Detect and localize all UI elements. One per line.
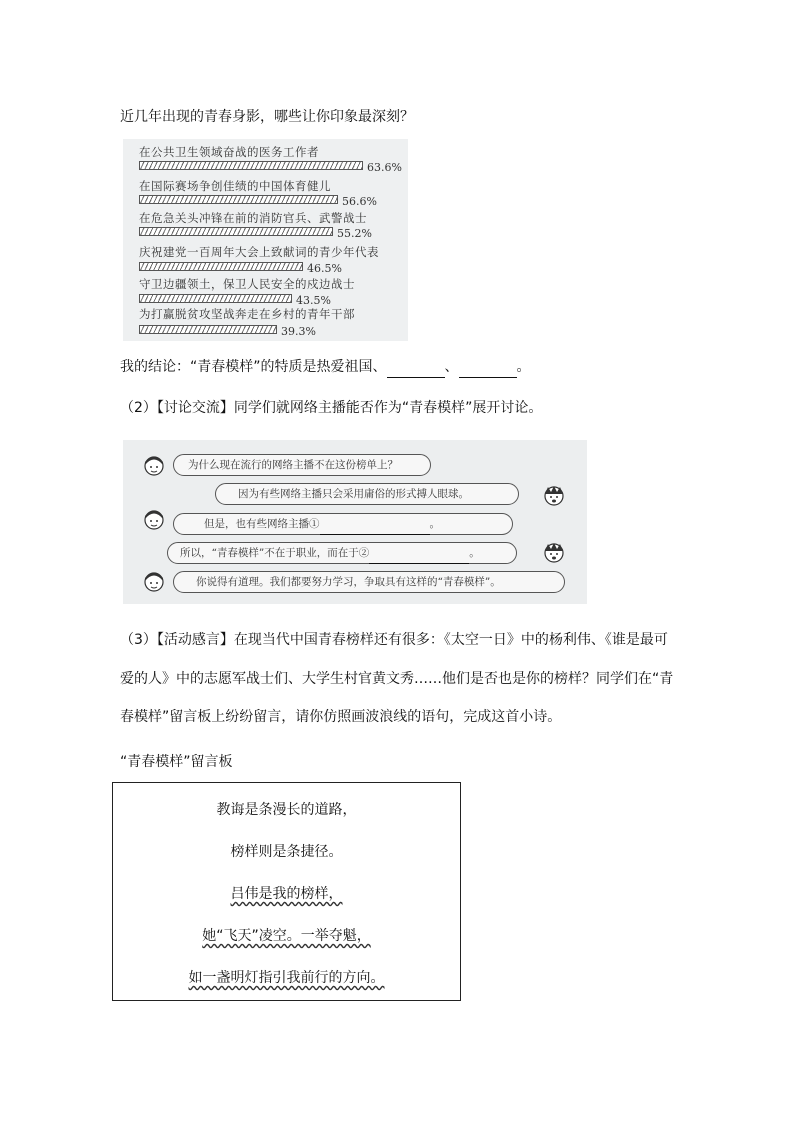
survey-bar — [139, 195, 338, 204]
survey-label: 守卫边疆领土，保卫人民安全的戍边战士 — [139, 277, 355, 291]
dialogue-figure — [123, 440, 587, 604]
poem-line: 榜样则是条捷径。 — [230, 844, 343, 860]
speech-bubble — [167, 542, 517, 564]
poem-line — [113, 884, 460, 904]
speech-bubble-text: 但是，也有些网络主播① — [204, 518, 320, 530]
part3-line-1: （3）【活动感言】在现当代中国青春榜样还有很多：《太空一日》中的杨利伟、《谁是最可 — [120, 632, 668, 648]
survey-bar — [139, 262, 303, 271]
speech-bubble — [173, 513, 513, 535]
conclusion-separator: 、 — [444, 359, 459, 375]
poem-wavy-text: 如一盏明灯指引我前行的方向。 — [188, 970, 385, 986]
dialogue-blank-end: 。 — [429, 518, 440, 530]
answer-blank-2[interactable] — [459, 357, 517, 378]
survey-bar — [139, 294, 292, 303]
survey-bar — [139, 325, 277, 334]
poem-line: 教诲是条漫长的道路， — [216, 802, 357, 818]
survey-label: 庆祝建党一百周年大会上致献词的青少年代表 — [139, 245, 379, 259]
survey-percent: 39.3% — [281, 325, 316, 338]
dialogue-blank-end: 。 — [469, 547, 480, 559]
part3-line-2: 爱的人》中的志愿军战士们、大学生村官黄文秀……他们是否也是你的榜样？同学们在“青 — [120, 671, 674, 687]
poem-line — [113, 926, 460, 946]
student-face-icon — [143, 454, 165, 476]
survey-label: 为打赢脱贫攻坚战奔走在乡村的青年干部 — [139, 307, 355, 321]
poem-line — [113, 968, 460, 988]
speech-bubble-text: 所以，“青春模样”不在于职业，而在于② — [180, 547, 370, 559]
answer-blank-1[interactable] — [387, 357, 445, 378]
student-face-icon — [543, 484, 565, 506]
speech-bubble: 你说得有道理。我们都要努力学习，争取具有这样的“青春模样”。 — [173, 571, 565, 593]
dialogue-blank-2[interactable] — [369, 543, 469, 564]
conclusion-text: 我的结论：“青春模样”的特质是热爱祖国、 — [120, 359, 387, 375]
survey-percent: 55.2% — [337, 227, 372, 240]
board-title: “青春模样”留言板 — [120, 754, 233, 770]
speech-bubble: 为什么现在流行的网络主播不在这份榜单上？ — [173, 454, 431, 476]
survey-percent: 46.5% — [307, 262, 342, 275]
student-face-icon — [543, 541, 565, 563]
speech-bubble: 因为有些网络主播只会采用庸俗的形式搏人眼球。 — [215, 483, 519, 505]
survey-percent: 56.6% — [342, 195, 377, 208]
poem-wavy-text: 吕伟是我的榜样， — [230, 886, 343, 902]
message-board — [112, 782, 461, 1001]
conclusion-end: 。 — [516, 359, 531, 375]
survey-label: 在国际赛场争创佳绩的中国体育健儿 — [139, 179, 331, 193]
part2-prompt: （2）【讨论交流】同学们就网络主播能否作为“青春模样”展开讨论。 — [120, 400, 543, 416]
survey-percent: 63.6% — [367, 161, 402, 174]
student-face-icon — [143, 570, 165, 592]
student-face-icon — [143, 508, 165, 530]
poem-wavy-text: 她“飞天”凌空。一举夺魁， — [202, 928, 371, 944]
survey-label: 在公共卫生领域奋战的医务工作者 — [139, 145, 319, 159]
survey-percent: 43.5% — [296, 294, 331, 307]
part3-line-3: 春模样”留言板上纷纷留言，请你仿照画波浪线的语句，完成这首小诗。 — [120, 709, 562, 725]
conclusion-line — [120, 357, 531, 378]
survey-figure — [123, 139, 408, 341]
dialogue-blank-1[interactable] — [320, 514, 430, 535]
survey-label: 在危急关头冲锋在前的消防官兵、武警战士 — [139, 211, 367, 225]
survey-bar — [139, 161, 363, 170]
survey-bar — [139, 227, 333, 236]
survey-question: 近几年出现的青春身影，哪些让你印象最深刻？ — [120, 109, 414, 125]
